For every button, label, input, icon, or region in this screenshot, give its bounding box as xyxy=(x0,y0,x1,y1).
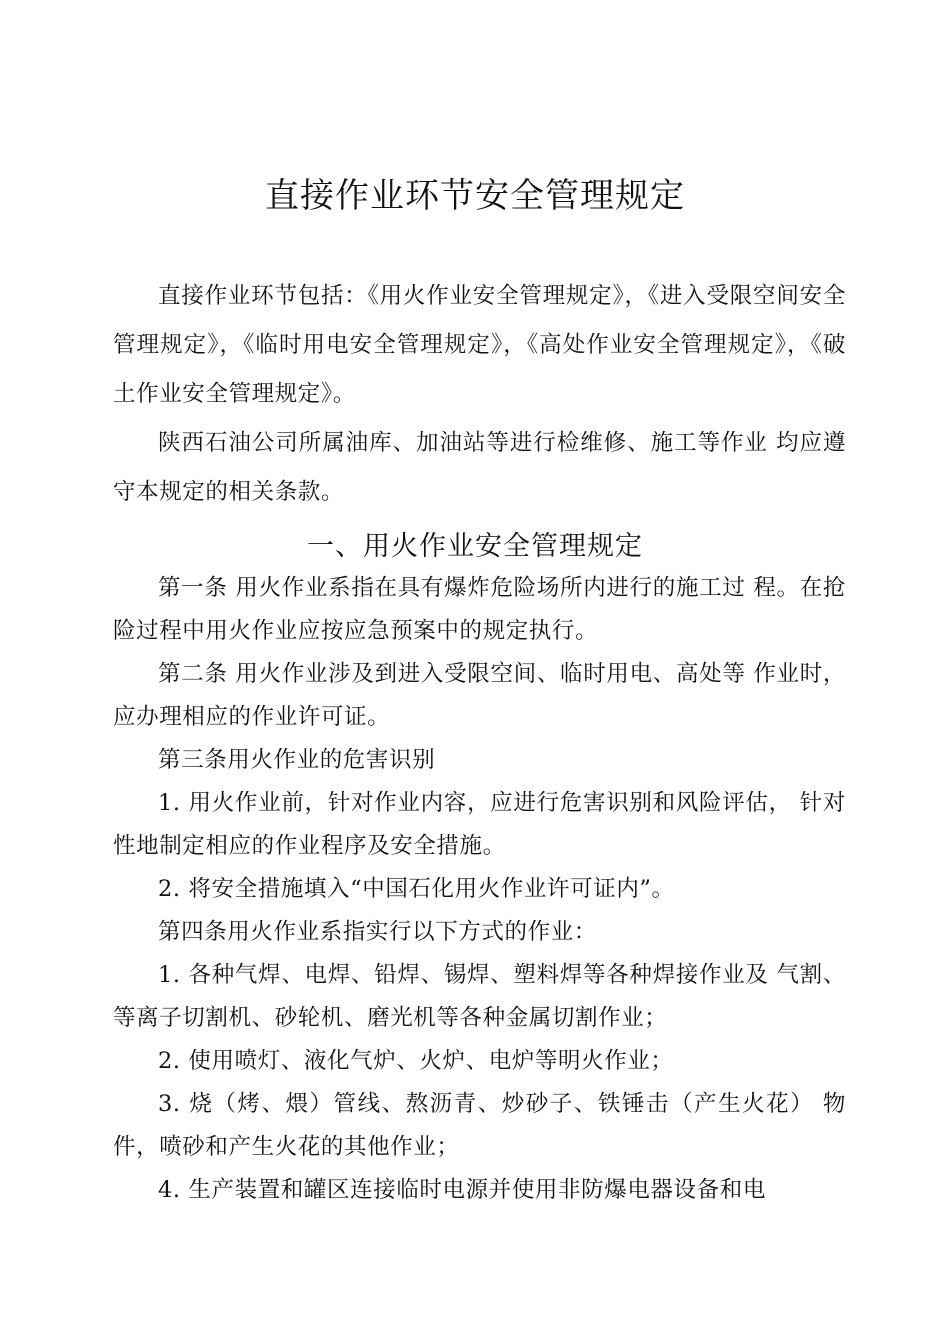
intro-block xyxy=(113,272,846,517)
article-4-item-4: 4. 生产装置和罐区连接临时电源并使用非防爆电器设备和电 xyxy=(158,1177,766,1203)
article-4-item-1: 1. 各种气焊、电焊、铅焊、锡焊、塑料焊等各种焊接作业及 气割、等离子切割机、砂轮机、磨光机等各种金属切割作业； xyxy=(113,962,846,1031)
section-heading: 一、用火作业安全管理规定 xyxy=(307,531,643,562)
intro-paragraph-1: 直接作业环节包括：《用火作业安全管理规定》，《进入受限空间安全管理规定》，《临时用电安全管理规定》，《高处作业安全管理规定》，《破土作业安全管理规定》。 xyxy=(113,283,846,407)
article-3-item-1: 1. 用火作业前，针对作业内容，应进行危害识别和风险评估， 针对性地制定相应的作业程序及安全措施。 xyxy=(113,790,846,859)
document-title: 直接作业环节安全管理规定 xyxy=(265,176,685,216)
intro-paragraph-2: 陕西石油公司所属油库、加油站等进行检维修、施工等作业 均应遵守本规定的相关条款。 xyxy=(113,430,846,505)
article-4-item-2: 2. 使用喷灯、液化气炉、火炉、电炉等明火作业； xyxy=(158,1048,674,1074)
article-2: 第二条 用火作业涉及到进入受限空间、临时用电、高处等 作业时，应办理相应的作业许可证。 xyxy=(113,661,846,730)
article-1: 第一条 用火作业系指在具有爆炸危险场所内进行的施工过 程。在抢险过程中用火作业应按应急预案中的规定执行。 xyxy=(113,575,846,644)
article-3-heading: 第三条用火作业的危害识别 xyxy=(158,747,436,773)
article-3-item-2: 2. 将安全措施填入“中国石化用火作业许可证内”。 xyxy=(158,876,675,902)
article-4-item-3: 3. 烧（烤、煨）管线、熬沥青、炒砂子、铁锤击（产生火花） 物件，喷砂和产生火花的其他作业； xyxy=(113,1091,846,1160)
section-body xyxy=(113,567,846,1212)
article-4-heading: 第四条用火作业系指实行以下方式的作业： xyxy=(158,919,597,945)
